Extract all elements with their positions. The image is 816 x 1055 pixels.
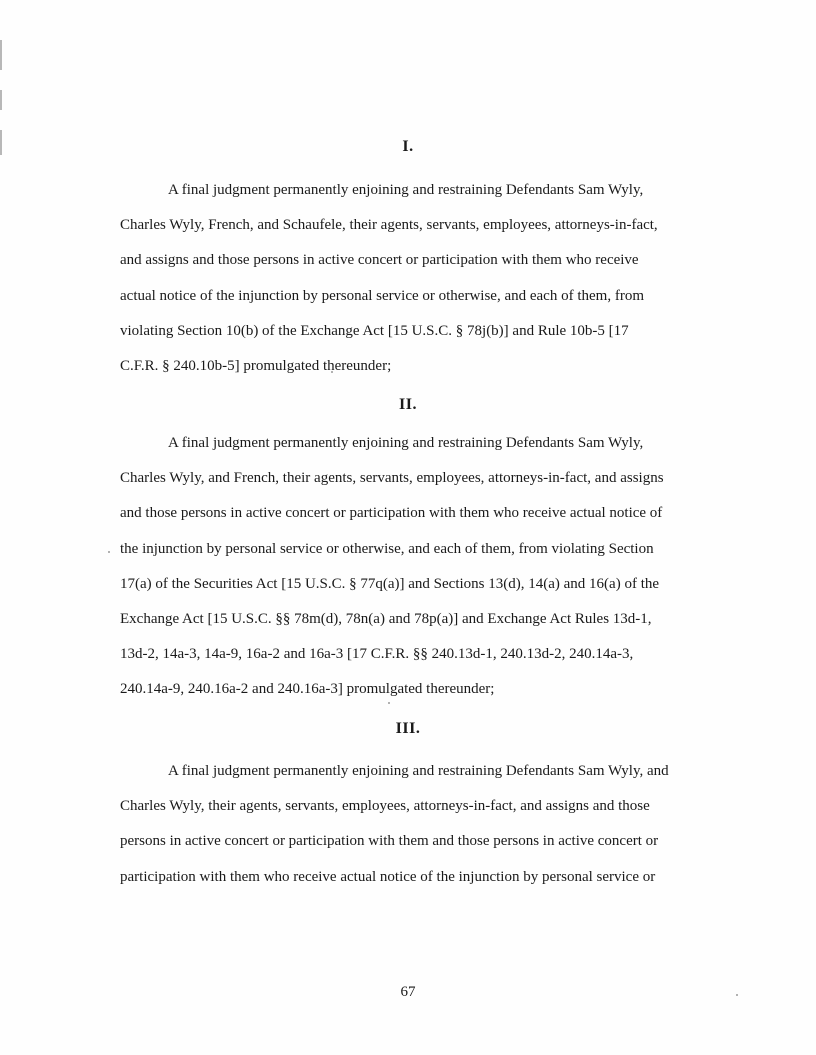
- paragraph-line: violating Section 10(b) of the Exchange Act [15 U.S.C. § 78j(b)] and Rule 10b-5 [17: [120, 322, 629, 339]
- paragraph-line: 17(a) of the Securities Act [15 U.S.C. § 77q(a)] and Sections 13(d), 14(a) and 16(a) of the: [120, 575, 660, 592]
- paragraph-line: Exchange Act [15 U.S.C. §§ 78m(d), 78n(a) and 78p(a)] and Exchange Act Rules 13d-1,: [120, 610, 652, 627]
- paragraph-line: actual notice of the injunction by personal service or otherwise, and each of them, from: [120, 287, 644, 304]
- paragraph-line: A final judgment permanently enjoining and restraining Defendants Sam Wyly,: [168, 435, 644, 451]
- paragraph-line: C.F.R. § 240.10b-5] promulgated thereunder;: [120, 357, 392, 374]
- paragraph-line: Charles Wyly, and French, their agents, servants, employees, attorneys-in-fact, and assigns: [120, 470, 664, 487]
- section-heading: III.: [395, 720, 421, 737]
- scan-speck: [108, 551, 110, 553]
- paragraph-line: 240.14a-9, 240.16a-2 and 240.16a-3] promulgated thereunder;: [120, 681, 495, 698]
- scan-edge-mark: [0, 90, 2, 110]
- paragraph-line: Charles Wyly, French, and Schaufele, their agents, servants, employees, attorneys-in-fact,: [120, 217, 658, 234]
- section-paragraph: [120, 173, 665, 384]
- page-number: 67: [400, 984, 416, 1000]
- paragraph-line: 13d-2, 14a-3, 14a-9, 16a-2 and 16a-3 [17 C.F.R. §§ 240.13d-1, 240.13d-2, 240.14a-3,: [120, 646, 634, 663]
- section-paragraph: [120, 754, 669, 895]
- section-heading: I.: [402, 138, 414, 155]
- scan-edge-mark: [0, 40, 2, 70]
- section-paragraph: [120, 426, 665, 708]
- paragraph-line: persons in active concert or participation with them and those persons in active concert or: [120, 833, 659, 850]
- paragraph-line: the injunction by personal service or otherwise, and each of them, from violating Section: [120, 540, 654, 557]
- paragraph-line: Charles Wyly, their agents, servants, employees, attorneys-in-fact, and assigns and those: [120, 798, 650, 815]
- section-heading: II.: [399, 396, 417, 413]
- paragraph-line: and assigns and those persons in active concert or participation with them who receive: [120, 252, 639, 269]
- paragraph-line: A final judgment permanently enjoining and restraining Defendants Sam Wyly,: [168, 182, 644, 198]
- paragraph-line: participation with them who receive actual notice of the injunction by personal service or: [120, 868, 656, 885]
- paragraph-line: and those persons in active concert or participation with them who receive actual notice of: [120, 505, 663, 522]
- paragraph-line: A final judgment permanently enjoining and restraining Defendants Sam Wyly, and: [168, 763, 669, 779]
